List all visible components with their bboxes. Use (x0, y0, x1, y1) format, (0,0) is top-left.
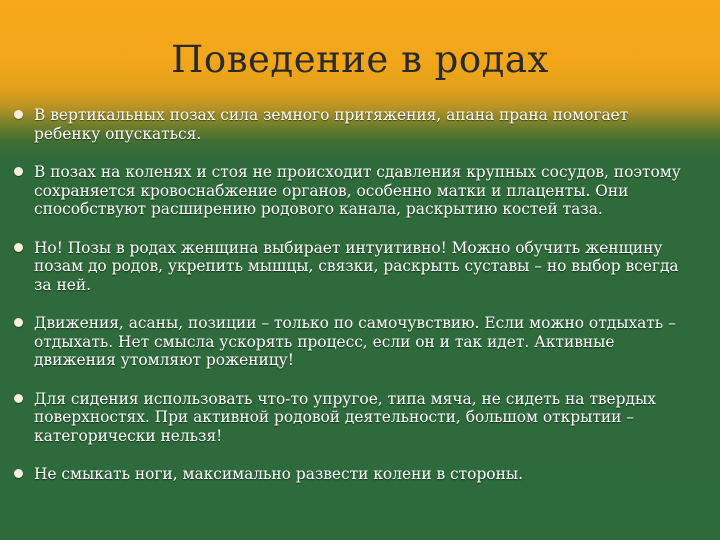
bullet-text: Не смыкать ноги, максимально развести колени в стороны. (34, 465, 523, 483)
bullet-text: Для сидения использовать что-то упругое, типа мяча, не сидеть на твердых поверхностях. При активной родовой деятельности, большом открытии – категорически нельзя! (34, 389, 656, 445)
bullet-list (14, 106, 694, 504)
bullet-dot-icon (14, 243, 23, 252)
bullet-dot-icon (14, 167, 23, 176)
bullet-item (14, 106, 694, 143)
bullet-item (14, 163, 694, 219)
bullet-dot-icon (14, 318, 23, 327)
bullet-item (14, 239, 694, 295)
bullet-text: Но! Позы в родах женщина выбирает интуитивно! Можно обучить женщину позам до родов, укрепить мышцы, связки, раскрыть суставы – но выбор всегда за ней. (34, 238, 679, 294)
bullet-item (14, 314, 694, 370)
bullet-text: Движения, асаны, позиции – только по самочувствию. Если можно отдыхать – отдыхать. Нет смысла ускорять процесс, если он и так идет. Активные движения утомляют роженицу! (34, 314, 676, 369)
slide-title: Поведение в родах (171, 38, 549, 81)
bullet-text: В вертикальных позах сила земного притяжения, апана прана помогает ребенку опускаться. (34, 106, 629, 143)
bullet-item (14, 465, 694, 484)
bullet-dot-icon (14, 110, 23, 119)
bullet-item (14, 390, 694, 446)
bullet-dot-icon (14, 469, 23, 478)
bullet-dot-icon (14, 394, 23, 403)
bullet-text: В позах на коленях и стоя не происходит сдавления крупных сосудов, поэтому сохраняется кровоснабжение органов, особенно матки и плаценты. Они способствуют расширению родового канала, раскрытию костей таза. (34, 163, 681, 218)
